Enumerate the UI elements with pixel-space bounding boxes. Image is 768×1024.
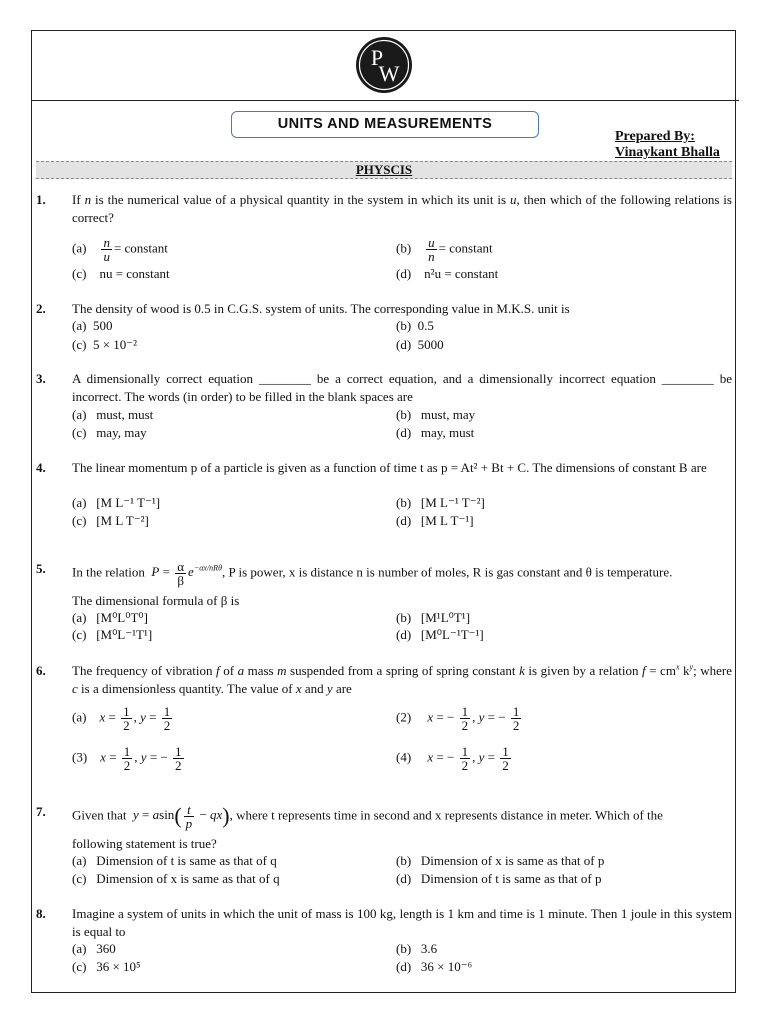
option-text: Dimension of t is same as that of q xyxy=(96,853,277,868)
option-label: (a) xyxy=(72,240,87,256)
question-text-line2: following statement is true? xyxy=(72,836,217,851)
option xyxy=(72,424,147,442)
option-label: (d) xyxy=(396,513,412,528)
option-text: = constant xyxy=(113,240,168,256)
question-number: 3. xyxy=(36,371,46,386)
option-text: [M⁰L⁰T⁰] xyxy=(96,610,148,625)
option-label: (d) xyxy=(396,959,412,974)
subject-bar xyxy=(36,161,732,179)
option xyxy=(72,406,153,424)
option xyxy=(72,626,152,644)
option xyxy=(396,626,484,644)
question-number: 7. xyxy=(36,804,46,819)
option-text: 5000 xyxy=(417,337,444,352)
question-number: 1. xyxy=(36,192,46,207)
option xyxy=(396,317,434,335)
option-text: [M L T⁻²] xyxy=(96,513,149,528)
question-number: 8. xyxy=(36,906,46,921)
question-number: 5. xyxy=(36,561,46,576)
question-number: 4. xyxy=(36,460,46,475)
option xyxy=(72,336,137,354)
option-label: (b) xyxy=(396,495,412,510)
subject-title: PHYSCIS xyxy=(355,162,413,177)
option-text: 500 xyxy=(92,318,113,333)
option-text: must, must xyxy=(96,407,154,422)
question-text: If n is the numerical value of a physical quantity in the system in which its unit is u, then which of the following relations is correct? xyxy=(72,192,732,225)
formula-y: y = asin( $\frac{t}{p}$ − qx) xyxy=(133,802,230,831)
option-text: [M L⁻¹ T⁻¹] xyxy=(96,495,161,510)
header-divider xyxy=(31,100,739,101)
option: (3) x = $\frac{1}{2}$ , y = − $\frac{1}{2}$ xyxy=(72,744,182,773)
option-text: 360 xyxy=(96,941,116,956)
question-text-rest: , where t represents time in second and x represents distance in meter. Which of the xyxy=(229,807,663,823)
option-text: may, must xyxy=(420,425,475,440)
option xyxy=(72,317,112,335)
question-text xyxy=(72,803,732,830)
option-text: Dimension of t is same as that of p xyxy=(420,871,602,886)
option-label: (a) xyxy=(72,318,87,333)
option xyxy=(72,870,280,888)
option-label: (c) xyxy=(72,266,87,281)
prepared-by xyxy=(615,129,720,161)
option-label: (c) xyxy=(72,513,87,528)
question-text xyxy=(72,560,732,587)
option-label: (b) xyxy=(396,610,412,625)
option-label: (b) xyxy=(396,941,412,956)
option xyxy=(396,852,604,870)
question-text-line2: The dimensional formula of β is xyxy=(72,593,240,608)
option: (a) $\frac{n}{u}$ = constant xyxy=(72,235,168,264)
question-prefix: Given that xyxy=(72,807,127,823)
option xyxy=(396,609,470,627)
option-text: [M⁰L⁻¹T⁻¹] xyxy=(420,627,484,642)
option-text: 5 × 10⁻² xyxy=(92,337,138,352)
option xyxy=(72,494,160,512)
option-label: (d) xyxy=(396,337,412,352)
option-label: (b) xyxy=(396,853,412,868)
question-text: A dimensionally correct equation ________ be a correct equation, and a dimensionally incorrect equation ________ be incorrect. The words (in order) to be filled in the blank spaces are xyxy=(72,371,732,404)
option xyxy=(396,265,498,283)
prepared-label: Prepared By: xyxy=(615,129,695,144)
svg-text:W: W xyxy=(378,61,400,86)
document-title: UNITS AND MEASUREMENTS xyxy=(231,111,539,138)
option-text: nu = constant xyxy=(99,266,170,281)
option: (b) $\frac{u}{n}$ = constant xyxy=(396,235,493,264)
option-label: (d) xyxy=(396,425,412,440)
option-label: (d) xyxy=(396,871,412,886)
option-text: must, may xyxy=(420,407,476,422)
option xyxy=(396,406,475,424)
option-label: (a) xyxy=(72,709,87,725)
option-label: (a) xyxy=(72,407,87,422)
option-label: (a) xyxy=(72,610,87,625)
option xyxy=(72,958,141,976)
option-text: n²u = constant xyxy=(424,266,499,281)
option-label: (c) xyxy=(72,337,87,352)
option-label: (b) xyxy=(396,240,412,256)
question-text: The density of wood is 0.5 in C.G.S. system of units. The corresponding value in M.K.S. unit is xyxy=(72,301,570,316)
option: (2) x = − $\frac{1}{2}$ , y = − $\frac{1}{2}$ xyxy=(396,704,520,733)
question-prefix: In the relation xyxy=(72,564,145,580)
option: (a) x = $\frac{1}{2}$ , y = $\frac{1}{2}$ xyxy=(72,704,171,733)
question-text-rest: , P is power, x is distance n is number of moles, R is gas constant and θ is temperature. xyxy=(222,564,673,580)
option-text: 36 × 10⁻⁶ xyxy=(420,959,473,974)
prepared-name: Vinaykant Bhalla xyxy=(615,145,720,160)
question-text: The linear momentum p of a particle is given as a function of time t as p = At² + Bt + C. The dimensions of constant B are xyxy=(72,460,707,475)
option xyxy=(396,336,444,354)
option-text: 3.6 xyxy=(420,941,438,956)
option-label: (b) xyxy=(396,318,412,333)
option xyxy=(72,940,116,958)
option xyxy=(396,940,437,958)
option-label: (c) xyxy=(72,871,87,886)
option xyxy=(396,870,601,888)
option xyxy=(396,424,474,442)
option-text: = constant xyxy=(438,240,493,256)
question-number: 2. xyxy=(36,301,46,316)
option-text: [M L⁻¹ T⁻²] xyxy=(420,495,485,510)
option-text: [M L T⁻¹] xyxy=(420,513,474,528)
option xyxy=(72,512,149,530)
option xyxy=(72,609,148,627)
option xyxy=(396,494,485,512)
option-label: (a) xyxy=(72,853,87,868)
question-text: Imagine a system of units in which the unit of mass is 100 kg, length is 1 km and time is 1 minute. Then 1 joule in this system is equal to xyxy=(72,906,732,939)
question-text: The frequency of vibration f of a mass m suspended from a spring of spring constant k is given by a relation $f = cm^x$ $k^y$; where c is a dimensionless quantity. The value of x and y are xyxy=(72,662,732,696)
option-text: 36 × 10⁵ xyxy=(96,959,141,974)
option-text: may, may xyxy=(96,425,147,440)
option-text: [M¹L⁰T¹] xyxy=(420,610,471,625)
option xyxy=(396,512,474,530)
option-label: (c) xyxy=(72,425,87,440)
option-label: (3) xyxy=(72,749,88,765)
question-number: 6. xyxy=(36,663,46,678)
option-label: (d) xyxy=(396,266,412,281)
option-label: (d) xyxy=(396,627,412,642)
option-label: (2) xyxy=(396,709,412,725)
option-label: (c) xyxy=(72,959,87,974)
option xyxy=(396,958,472,976)
svg-text:P: P xyxy=(370,45,384,70)
formula-p: P = $\frac{\alpha}{\beta}$ $e^{-\alpha x/nR\theta}$ xyxy=(151,559,222,588)
option-label: (a) xyxy=(72,941,87,956)
pw-logo xyxy=(355,36,413,94)
option-label: (4) xyxy=(396,749,412,765)
option-label: (a) xyxy=(72,495,87,510)
option-text: 0.5 xyxy=(417,318,434,333)
option xyxy=(72,852,277,870)
option xyxy=(72,265,170,283)
option: (4) x = − $\frac{1}{2}$ , y = $\frac{1}{2}$ xyxy=(396,744,509,773)
option-label: (c) xyxy=(72,627,87,642)
option-text: [M⁰L⁻¹T¹] xyxy=(96,627,153,642)
option-text: Dimension of x is same as that of q xyxy=(96,871,280,886)
option-label: (b) xyxy=(396,407,412,422)
option-text: Dimension of x is same as that of p xyxy=(420,853,605,868)
